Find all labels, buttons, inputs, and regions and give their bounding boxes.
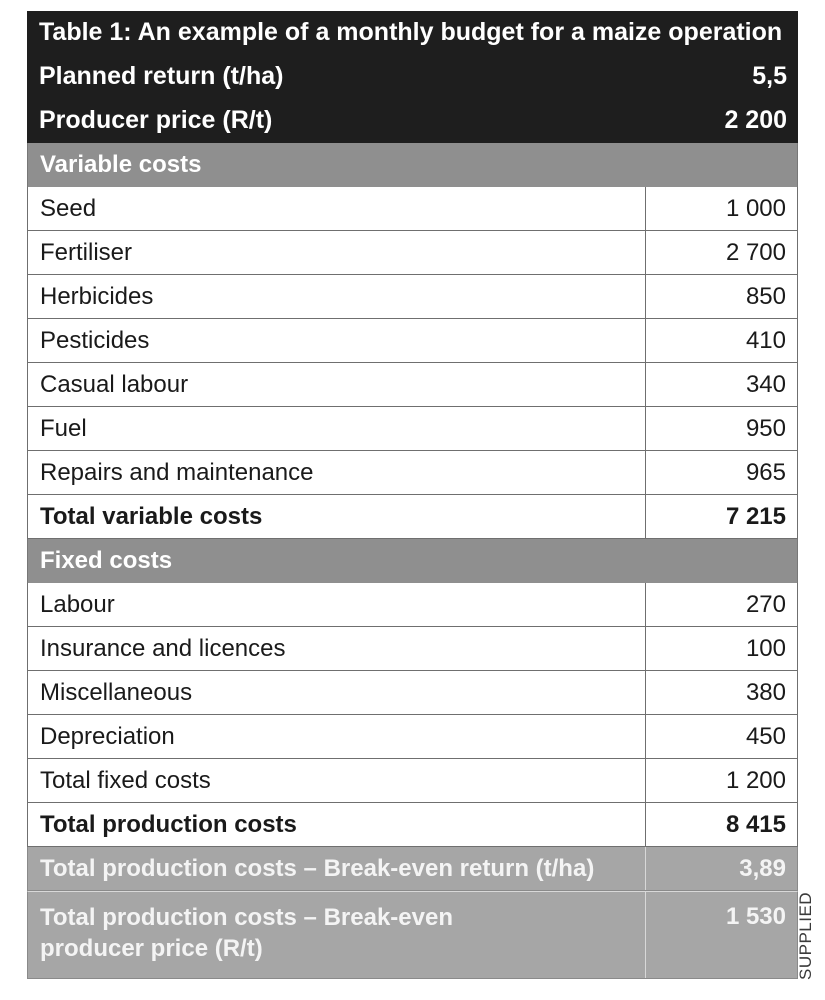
row-value: 1 000 xyxy=(725,194,786,222)
table-row xyxy=(27,671,798,715)
row-label: Pesticides xyxy=(28,319,646,362)
total-production-costs-label: Total production costs xyxy=(28,803,646,846)
table-row xyxy=(27,407,798,451)
row-label: Depreciation xyxy=(28,715,646,758)
fixed-costs-heading-row xyxy=(27,539,798,583)
planned-return-value: 5,5 xyxy=(752,62,787,91)
variable-costs-heading: Variable costs xyxy=(40,151,202,178)
row-value: 410 xyxy=(745,326,786,354)
row-label: Fuel xyxy=(28,407,646,450)
total-production-costs-row xyxy=(27,803,798,847)
row-value: 965 xyxy=(745,458,786,486)
variable-costs-heading-row xyxy=(27,143,798,187)
break-even-price-value: 1 530 xyxy=(725,903,786,930)
row-label: Seed xyxy=(28,187,646,230)
row-value: 270 xyxy=(745,590,786,618)
table-row xyxy=(27,759,798,803)
table-row xyxy=(27,319,798,363)
photo-credit: SUPPLIED xyxy=(796,891,815,980)
budget-table xyxy=(27,11,798,979)
break-even-price-label: Total production costs – Break-even producer price (R/t) xyxy=(28,892,646,978)
fixed-costs-heading: Fixed costs xyxy=(40,547,173,574)
total-production-costs-value: 8 415 xyxy=(725,810,786,838)
break-even-price-row xyxy=(27,891,798,979)
table-row xyxy=(27,451,798,495)
table-title-row xyxy=(27,11,798,55)
total-variable-costs-label: Total variable costs xyxy=(28,495,646,538)
table-title: Table 1: An example of a monthly budget for a maize operation xyxy=(39,18,783,47)
table-row xyxy=(27,715,798,759)
producer-price-row xyxy=(27,99,798,143)
table-row xyxy=(27,187,798,231)
row-label: Herbicides xyxy=(28,275,646,318)
row-label: Fertiliser xyxy=(28,231,646,274)
row-value: 850 xyxy=(745,282,786,310)
table-row xyxy=(27,363,798,407)
producer-price-label: Producer price (R/t) xyxy=(39,106,273,135)
row-label: Casual labour xyxy=(28,363,646,406)
row-label: Miscellaneous xyxy=(28,671,646,714)
row-value: 450 xyxy=(745,722,786,750)
row-value: 100 xyxy=(745,634,786,662)
planned-return-label: Planned return (t/ha) xyxy=(39,62,284,91)
row-value: 950 xyxy=(745,414,786,442)
break-even-return-label: Total production costs – Break-even return (t/ha) xyxy=(28,847,646,890)
row-value: 2 700 xyxy=(725,238,786,266)
producer-price-value: 2 200 xyxy=(724,106,787,135)
break-even-return-row xyxy=(27,847,798,891)
table-row xyxy=(27,275,798,319)
break-even-return-value: 3,89 xyxy=(739,854,786,882)
row-label: Repairs and maintenance xyxy=(28,451,646,494)
planned-return-row xyxy=(27,55,798,99)
row-label: Total fixed costs xyxy=(28,759,646,802)
row-value: 340 xyxy=(745,370,786,398)
table-row xyxy=(27,583,798,627)
total-variable-costs-value: 7 215 xyxy=(725,502,786,530)
row-label: Insurance and licences xyxy=(28,627,646,670)
row-value: 1 200 xyxy=(725,766,786,794)
row-label: Labour xyxy=(28,583,646,626)
table-row xyxy=(27,627,798,671)
row-value: 380 xyxy=(745,678,786,706)
total-variable-costs-row xyxy=(27,495,798,539)
table-row xyxy=(27,231,798,275)
